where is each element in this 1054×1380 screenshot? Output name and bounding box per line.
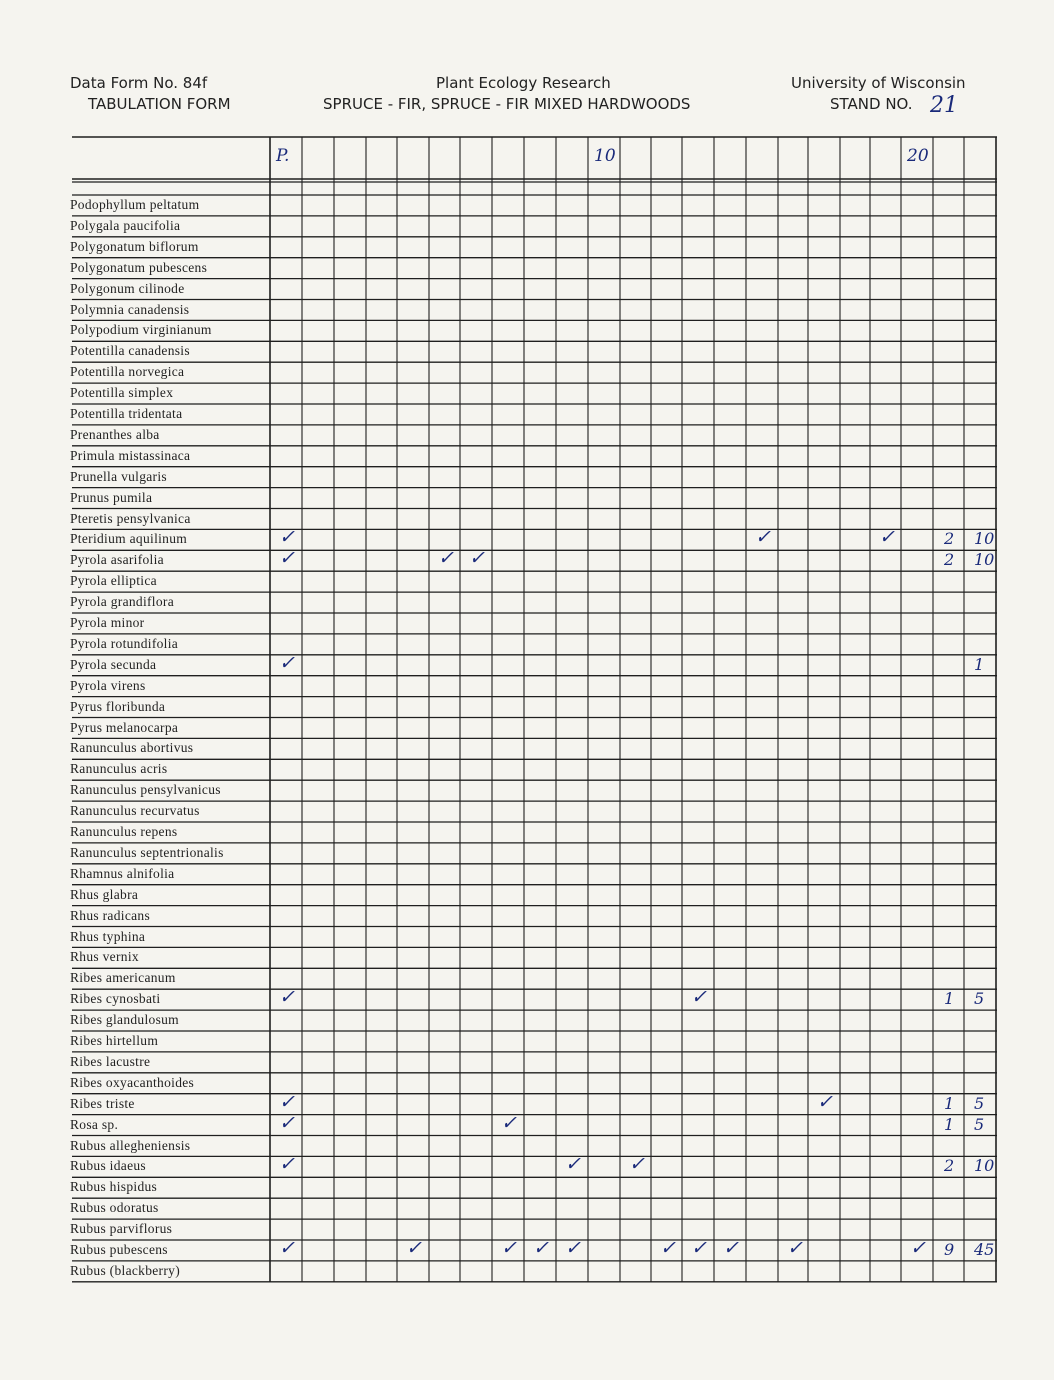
- species-name: Pyrola grandiflora: [70, 594, 174, 610]
- frequency-percent: 5: [974, 1093, 985, 1113]
- species-name: Rubus idaeus: [70, 1158, 146, 1174]
- frequency-percent: 5: [974, 989, 985, 1009]
- frequency-count: 2: [944, 1156, 955, 1176]
- species-name: Potentilla canadensis: [70, 343, 190, 359]
- species-name: Ribes hirtellum: [70, 1033, 159, 1048]
- form-title: TABULATION FORM: [88, 95, 231, 113]
- species-name: Polygonatum biflorum: [70, 238, 199, 254]
- frequency-count: 1: [944, 1093, 955, 1113]
- check-mark: ✓: [279, 526, 295, 549]
- species-name: Rhus radicans: [70, 907, 151, 923]
- species-name: Polygonum cilinode: [70, 280, 185, 296]
- frequency-percent: 1: [974, 654, 985, 674]
- species-name: Pyrus melanocarpa: [70, 719, 179, 735]
- species-name: Pyrola secunda: [70, 656, 157, 672]
- column-header-0: P.: [276, 146, 290, 166]
- species-name: Pteretis pensylvanica: [70, 510, 191, 526]
- species-name: Ranunculus repens: [70, 824, 178, 839]
- species-name: Rubus parviflorus: [70, 1221, 173, 1237]
- species-name: Ribes oxyacanthoides: [70, 1074, 195, 1090]
- species-name: Ribes triste: [70, 1095, 135, 1111]
- check-mark: ✓: [501, 1237, 517, 1259]
- check-mark: ✓: [279, 1090, 295, 1113]
- frequency-count: 9: [944, 1240, 955, 1259]
- species-name: Pyrola minor: [70, 615, 145, 630]
- frequency-percent: 10: [974, 1156, 995, 1176]
- species-name: Polygonatum pubescens: [70, 259, 208, 275]
- species-name: Ranunculus pensylvanicus: [70, 782, 221, 798]
- check-mark: ✓: [406, 1237, 422, 1259]
- species-name: Rubus (blackberry): [70, 1262, 180, 1278]
- check-mark: ✓: [469, 547, 485, 570]
- check-mark: ✓: [501, 1111, 517, 1134]
- check-mark: ✓: [565, 1153, 581, 1176]
- check-mark: ✓: [879, 526, 895, 549]
- check-mark: ✓: [629, 1153, 645, 1176]
- frequency-percent: 5: [974, 1114, 985, 1134]
- check-mark: ✓: [691, 986, 707, 1009]
- species-name: Ribes americanum: [70, 970, 176, 986]
- frequency-percent: 45: [974, 1240, 995, 1259]
- species-name: Pyrola elliptica: [70, 573, 157, 589]
- check-mark: ✓: [723, 1237, 739, 1259]
- frequency-count: 1: [944, 989, 955, 1009]
- check-mark: ✓: [533, 1237, 549, 1259]
- species-name: Prunella vulgaris: [70, 468, 167, 484]
- check-mark: ✓: [279, 986, 295, 1009]
- species-name: Pteridium aquilinum: [70, 531, 188, 547]
- column-header-20: 20: [907, 146, 929, 166]
- species-name: Prenanthes alba: [70, 426, 160, 442]
- research-title: Plant Ecology Research: [436, 74, 611, 92]
- species-name: Ranunculus acris: [70, 761, 168, 777]
- check-mark: ✓: [279, 1237, 295, 1259]
- species-name: Rubus pubescens: [70, 1242, 168, 1257]
- species-name: Polygala paucifolia: [70, 217, 181, 233]
- check-mark: ✓: [817, 1090, 833, 1113]
- species-name: Polymnia canadensis: [70, 301, 190, 317]
- check-mark: ✓: [279, 651, 295, 674]
- species-name: Podophyllum peltatum: [70, 197, 200, 212]
- stand-number-label: STAND NO.: [830, 95, 913, 113]
- frequency-count: 1: [944, 1114, 955, 1134]
- check-mark: ✓: [755, 526, 771, 549]
- species-name: Rhus typhina: [70, 928, 146, 944]
- species-name: Rhamnus alnifolia: [70, 865, 175, 881]
- frequency-percent: 10: [974, 550, 995, 570]
- column-header-10: 10: [594, 146, 616, 166]
- frequency-count: 2: [944, 550, 955, 570]
- species-name: Pyrola rotundifolia: [70, 635, 179, 651]
- check-mark: ✓: [279, 1153, 295, 1176]
- species-name: Ranunculus abortivus: [70, 740, 194, 756]
- frequency-percent: 10: [974, 529, 995, 549]
- species-name: Pyrus floribunda: [70, 698, 166, 714]
- species-name: Prunus pumila: [70, 489, 153, 505]
- check-mark: ✓: [910, 1237, 926, 1259]
- check-mark: ✓: [279, 1111, 295, 1134]
- university-name: University of Wisconsin: [791, 74, 966, 92]
- check-mark: ✓: [660, 1237, 676, 1259]
- species-name: Rubus hispidus: [70, 1179, 158, 1195]
- species-name: Ranunculus recurvatus: [70, 803, 200, 819]
- check-mark: ✓: [438, 547, 454, 570]
- species-name: Rubus odoratus: [70, 1200, 159, 1216]
- species-name: Potentilla simplex: [70, 385, 174, 401]
- species-name: Pyrola asarifolia: [70, 552, 164, 568]
- form-number: Data Form No. 84f: [70, 74, 208, 92]
- species-name: Rubus allegheniensis: [70, 1137, 191, 1153]
- species-name: Primula mistassinaca: [70, 447, 191, 463]
- species-name: Potentilla norvegica: [70, 364, 185, 380]
- species-name: Polypodium virginianum: [70, 322, 212, 338]
- stand-number-value: 21: [930, 93, 958, 118]
- check-mark: ✓: [691, 1237, 707, 1259]
- check-mark: ✓: [279, 547, 295, 570]
- species-name: Rhus glabra: [70, 886, 139, 902]
- species-name: Ribes lacustre: [70, 1053, 151, 1069]
- frequency-count: 2: [944, 529, 955, 549]
- species-name: Ranunculus septentrionalis: [70, 844, 224, 860]
- species-name: Rosa sp.: [70, 1116, 119, 1132]
- community-type: SPRUCE - FIR, SPRUCE - FIR MIXED HARDWOODS: [323, 95, 691, 113]
- check-mark: ✓: [787, 1237, 803, 1259]
- species-name: Rhus vernix: [70, 949, 139, 965]
- check-mark: ✓: [565, 1237, 581, 1259]
- species-name: Ribes cynosbati: [70, 991, 161, 1007]
- species-name: Pyrola virens: [70, 677, 146, 693]
- species-name: Ribes glandulosum: [70, 1012, 179, 1028]
- species-name: Potentilla tridentata: [70, 406, 183, 421]
